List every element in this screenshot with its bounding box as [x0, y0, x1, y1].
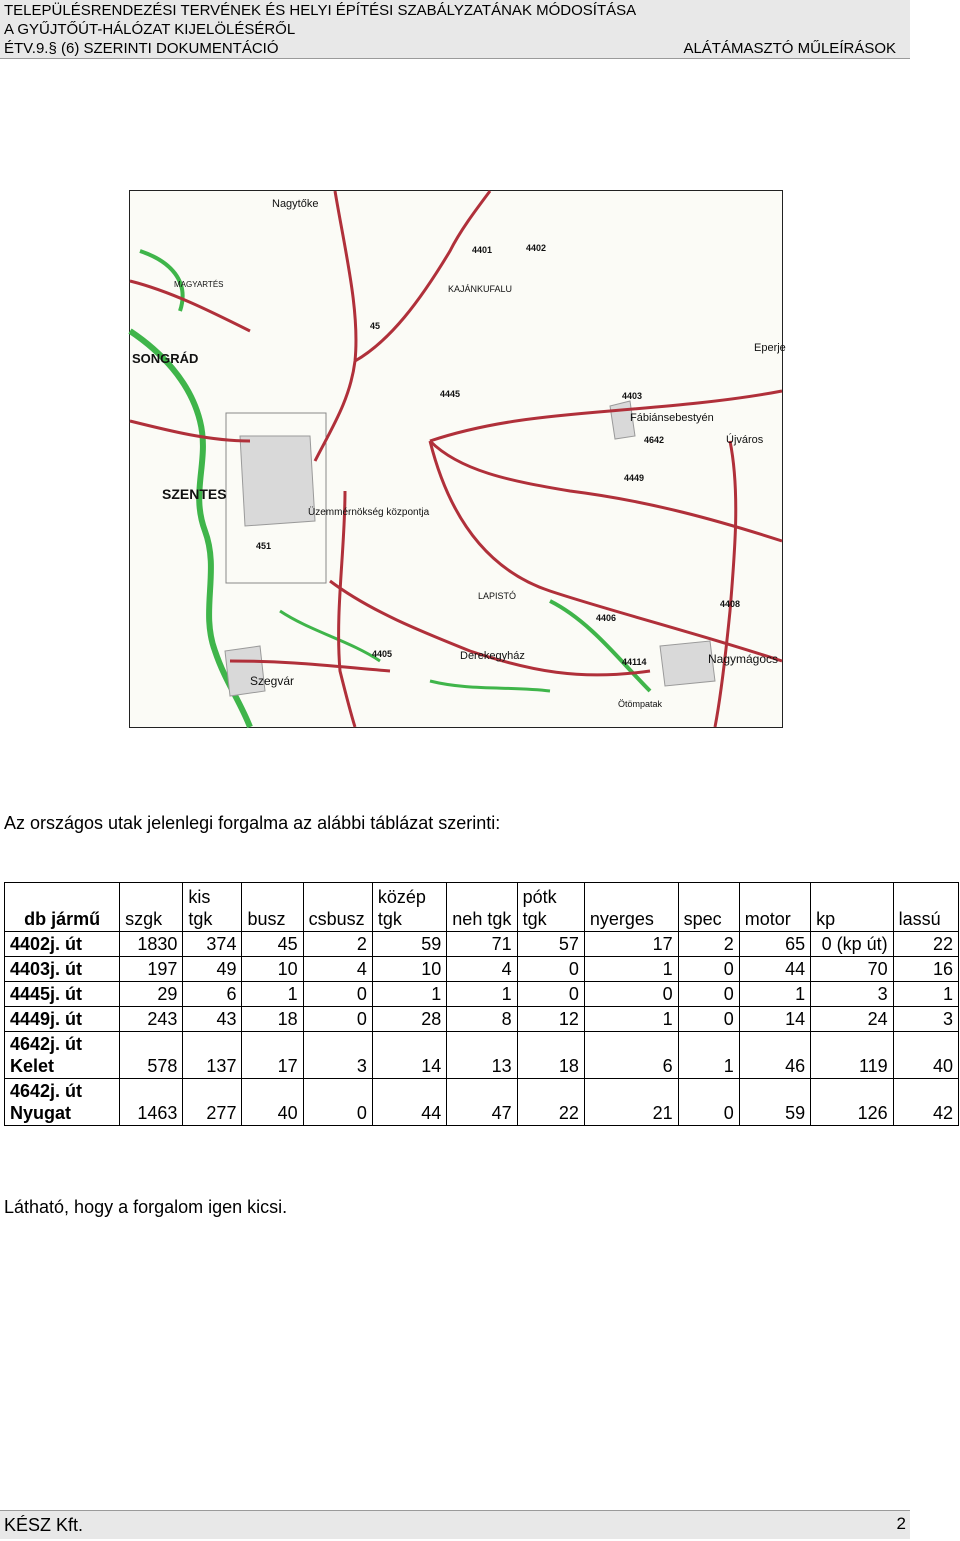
header-section-title: ALÁTÁMASZTÓ MŰLEÍRÁSOK: [683, 40, 896, 57]
conclusion-paragraph: Látható, hogy a forgalom igen kicsi.: [4, 1197, 288, 1217]
intro-paragraph: Az országos utak jelenlegi forgalma az alábbi táblázat szerinti:: [4, 813, 501, 833]
table-header-cell: neh tgk: [447, 883, 517, 932]
table-cell: 1463: [120, 1079, 183, 1126]
table-cell: 3: [303, 1032, 372, 1079]
table-cell: 44: [739, 957, 810, 982]
table-row: [5, 1032, 959, 1079]
table-row: [5, 982, 959, 1007]
table-header-cell: közép tgk: [372, 883, 446, 932]
road-45: [315, 191, 356, 461]
table-cell: 2: [678, 932, 739, 957]
map-label-derekegyhaz: Derekegyház: [460, 650, 525, 662]
road-map-svg: [130, 191, 786, 727]
table-cell: 40: [893, 1032, 958, 1079]
table-cell: 71: [447, 932, 517, 957]
map-road-44114: 44114: [622, 657, 647, 667]
table-cell: 126: [811, 1079, 894, 1126]
table-cell: 29: [120, 982, 183, 1007]
map-label-magyartes: MAGYARTÉS: [174, 280, 224, 289]
table-header-cell: kp: [811, 883, 894, 932]
table-cell: 14: [739, 1007, 810, 1032]
table-cell: 0: [517, 982, 584, 1007]
table-cell: 0: [678, 1007, 739, 1032]
table-row-road: 4642j. út Nyugat: [5, 1079, 120, 1126]
table-cell: 24: [811, 1007, 894, 1032]
table-cell: 59: [739, 1079, 810, 1126]
table-cell: 46: [739, 1032, 810, 1079]
table-cell: 10: [372, 957, 446, 982]
table-cell: 1: [242, 982, 303, 1007]
table-cell: 0 (kp út): [811, 932, 894, 957]
table-cell: 8: [447, 1007, 517, 1032]
table-header-cell: csbusz: [303, 883, 372, 932]
table-row: [5, 1007, 959, 1032]
map-road-4408: 4408: [720, 599, 741, 609]
table-cell: 1: [372, 982, 446, 1007]
table-cell: 119: [811, 1032, 894, 1079]
footer-page-number: 2: [896, 1514, 906, 1533]
table-row: [5, 1079, 959, 1126]
table-cell: 21: [584, 1079, 678, 1126]
table-cell: 1: [893, 982, 958, 1007]
table-row-road: 4402j. út: [5, 932, 120, 957]
table-cell: 28: [372, 1007, 446, 1032]
table-cell: 277: [183, 1079, 242, 1126]
table-cell: 22: [517, 1079, 584, 1126]
map-label-fabiansebestyen: Fábiánsebestyén: [630, 412, 714, 424]
map-label-nagymagocs: Nagymágocs: [708, 652, 779, 666]
map-label-szegvar: Szegvár: [250, 674, 295, 688]
table-cell: 0: [303, 1007, 372, 1032]
szegvar-urban-area: [225, 646, 265, 696]
map-road-4642: 4642: [644, 435, 665, 445]
table-cell: 4: [303, 957, 372, 982]
table-cell: 1: [584, 957, 678, 982]
table-header-cell: nyerges: [584, 883, 678, 932]
table-cell: 1: [739, 982, 810, 1007]
table-row: [5, 957, 959, 982]
table-header-cell: busz: [242, 883, 303, 932]
table-cell: 243: [120, 1007, 183, 1032]
table-header-cell: szgk: [120, 883, 183, 932]
table-header-cell: kis tgk: [183, 883, 242, 932]
map-label-nagytoke: Nagytőke: [272, 198, 319, 210]
table-row-road: 4403j. út: [5, 957, 120, 982]
table-cell: 13: [447, 1032, 517, 1079]
table-cell: 40: [242, 1079, 303, 1126]
table-cell: 10: [242, 957, 303, 982]
table-cell: 49: [183, 957, 242, 982]
table-cell: 65: [739, 932, 810, 957]
map-road-4405: 4405: [372, 649, 393, 659]
map-label-uzemmernokseg: Üzemmérnökség központja: [308, 507, 430, 518]
table-cell: 0: [303, 1079, 372, 1126]
table-cell: 374: [183, 932, 242, 957]
header-title-line3: ÉTV.9.§ (6) SZERINTI DOKUMENTÁCIÓ: [4, 40, 279, 57]
map-road-4406: 4406: [596, 613, 617, 623]
map-label-lapisto: LAPISTÓ: [478, 591, 517, 601]
table-row: [5, 932, 959, 957]
table-cell: 17: [242, 1032, 303, 1079]
header-title-line2: A GYŰJTŐÚT-HÁLÓZAT KIJELÖLÉSÉRŐL: [4, 21, 296, 38]
table-header-cell: spec: [678, 883, 739, 932]
table-cell: 0: [678, 957, 739, 982]
table-cell: 1: [678, 1032, 739, 1079]
map-label-otompatak: Ötömpatak: [618, 699, 663, 709]
table-cell: 14: [372, 1032, 446, 1079]
map-road-4402: 4402: [526, 243, 547, 253]
map-road-45: 45: [370, 321, 381, 331]
map-label-songrad: SONGRÁD: [132, 351, 199, 366]
table-row-road: 4449j. út: [5, 1007, 120, 1032]
map-label-kajankufalu: KAJÁNKUFALU: [448, 284, 513, 294]
table-cell: 57: [517, 932, 584, 957]
table-cell: 43: [183, 1007, 242, 1032]
table-cell: 6: [584, 1032, 678, 1079]
map-label-eperjes: Eperje: [754, 342, 786, 354]
map-label-szentes: SZENTES: [162, 486, 227, 502]
table-cell: 22: [893, 932, 958, 957]
table-cell: 1830: [120, 932, 183, 957]
table-cell: 59: [372, 932, 446, 957]
table-cell: 1: [584, 1007, 678, 1032]
map-road-4401: 4401: [472, 245, 493, 255]
szentes-urban-area: [240, 436, 315, 526]
table-cell: 45: [242, 932, 303, 957]
table-cell: 2: [303, 932, 372, 957]
table-cell: 4: [447, 957, 517, 982]
table-body: [5, 932, 959, 1126]
table-header-cell: lassú: [893, 883, 958, 932]
table-header-cell: pótk tgk: [517, 883, 584, 932]
map-label-ujvaros: Újváros: [726, 434, 764, 446]
nagymagocs-urban-area: [660, 641, 715, 686]
canal-south: [430, 681, 550, 691]
table-cell: 3: [893, 1007, 958, 1032]
table-cell: 0: [678, 982, 739, 1007]
table-cell: 47: [447, 1079, 517, 1126]
table-cell: 0: [584, 982, 678, 1007]
map-road-4403: 4403: [622, 391, 643, 401]
table-cell: 44: [372, 1079, 446, 1126]
river-kurca: [280, 611, 380, 661]
table-cell: 197: [120, 957, 183, 982]
header-title-line1: TELEPÜLÉSRENDEZÉSI TERVÉNEK ÉS HELYI ÉPÍTÉSI SZABÁLYZATÁNAK MÓDOSÍTÁSA: [4, 2, 637, 19]
table-cell: 0: [678, 1079, 739, 1126]
table-cell: 137: [183, 1032, 242, 1079]
table-cell: 70: [811, 957, 894, 982]
table-row-road: 4445j. út: [5, 982, 120, 1007]
map-road-4445: 4445: [440, 389, 461, 399]
table-cell: 0: [303, 982, 372, 1007]
traffic-table: [4, 882, 959, 1126]
table-row-road: 4642j. út Kelet: [5, 1032, 120, 1079]
road-map: [129, 190, 786, 728]
table-cell: 3: [811, 982, 894, 1007]
page-header: [0, 0, 910, 59]
table-header-cell: motor: [739, 883, 810, 932]
table-cell: 16: [893, 957, 958, 982]
table-header-row: [5, 883, 959, 932]
footer-company: KÉSZ Kft.: [4, 1515, 84, 1535]
table-header-vehicle: db jármű: [5, 883, 120, 932]
table-cell: 12: [517, 1007, 584, 1032]
table-cell: 6: [183, 982, 242, 1007]
table-cell: 0: [517, 957, 584, 982]
page-footer: [0, 1510, 910, 1539]
table-cell: 18: [517, 1032, 584, 1079]
map-road-4449: 4449: [624, 473, 645, 483]
table-cell: 17: [584, 932, 678, 957]
table-cell: 578: [120, 1032, 183, 1079]
table-cell: 1: [447, 982, 517, 1007]
map-road-451: 451: [256, 541, 272, 551]
table-cell: 18: [242, 1007, 303, 1032]
table-cell: 42: [893, 1079, 958, 1126]
